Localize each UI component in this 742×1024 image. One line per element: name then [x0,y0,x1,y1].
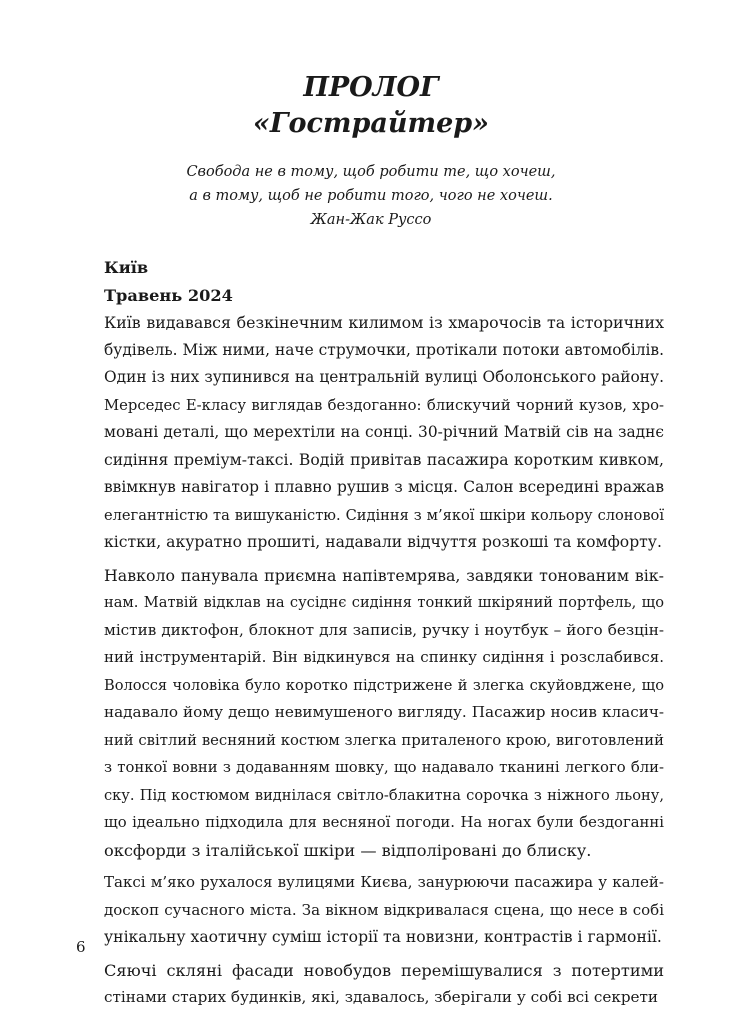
paragraph-line: мовані деталі, що мерехтіли на сонці. 30-річний Матвій сів на заднє [104,423,664,441]
paragraph-line: Навколо панувала приємна напівтемрява, завдяки тонованим вік- [104,565,664,585]
paragraph-line: що ідеально підходила для весняної погоди. На ногах були бездоганні [104,814,664,831]
paragraph-line: ввімкнув навігатор і плавно рушив з місця. Салон всередині вражав [104,478,664,496]
location-city: Київ [104,258,149,277]
paragraph-line: Волосся чоловіка було коротко підстрижене й злегка скуйовджене, що [104,676,664,694]
paragraph-line: унікальну хаотичну суміш історії та новизни, контрастів і гармонії. [104,928,662,946]
paragraph-line: сидіння преміум-таксі. Водій привітав пасажира коротким кивком, [104,450,664,469]
chapter-title-name: «Гострайтер» [252,108,490,139]
epigraph-line-2: а в тому, щоб не робити того, чого не хочеш. [189,188,553,204]
epigraph-author: Жан-Жак Руссо [310,212,432,228]
paragraph-line: елегантністю та вишуканістю. Сидіння з м’якої шкіри кольору слонової [104,506,664,524]
paragraph-line: ний світлий весняний костюм злегка приталеного крою, виготовлений [104,731,664,749]
chapter-title-prologue: ПРОЛОГ [303,72,439,103]
paragraph-line: Київ видавався безкінечним килимом із хмарочосів та історичних [104,313,664,332]
chapter-title [0,70,742,142]
paragraph-line: Сяючі скляні фасади новобудов перемішувалися з потертими [104,960,664,980]
paragraph-line: доскоп сучасного міста. За вікном відкривалася сцена, що несе в собі [104,900,664,919]
paragraph [104,869,664,952]
paragraph-line: оксфорди з італійської шкіри — відполіровані до блиску. [104,840,592,860]
paragraph-line: Один із них зупинився на центральній вулиці Оболонського району. [104,368,664,386]
paragraph-line: ний інструментарій. Він відкинувся на спинку сидіння і розслабився. [104,648,664,666]
paragraph-line: з тонкої вовни з додаванням шовку, що надавало тканині легкого бли- [104,759,664,776]
paragraph [104,309,664,557]
paragraph-line: ску. Під костюмом виднілася світло-блакитна сорочка з ніжного льону, [104,786,664,804]
paragraph-line: надавало йому дещо невимушеного вигляду. Пасажир носив класич- [104,703,664,721]
paragraph [104,562,664,865]
epigraph [0,160,742,232]
page-number: 6 [76,938,86,956]
paragraph-line: Таксі м’яко рухалося вулицями Києва, занурюючи пасажира у калей- [104,873,664,891]
paragraph-line: будівель. Між ними, наче струмочки, протікали потоки автомобілів. [104,340,664,359]
paragraph-line: містив диктофон, блокнот для записів, ручку і ноутбук – його безцін- [104,620,664,639]
location-date: Травень 2024 [104,285,233,305]
paragraph-line: нам. Матвій відклав на сусіднє сидіння тонкий шкіряний портфель, що [104,594,664,611]
body-text [104,254,664,1012]
paragraphs [104,309,664,1012]
paragraph-line: Мерседес Е-класу виглядав бездоганно: блискучий чорний кузов, хро- [104,396,664,414]
paragraph-line: кістки, акуратно прошиті, надавали відчуття розкоші та комфорту. [104,533,662,551]
paragraph-line: стінами старих будинків, які, здавалось, зберігали у собі всі секрети [104,988,659,1006]
epigraph-line-1: Свобода не в тому, щоб робити те, що хочеш, [186,164,556,180]
paragraph [104,957,664,1012]
